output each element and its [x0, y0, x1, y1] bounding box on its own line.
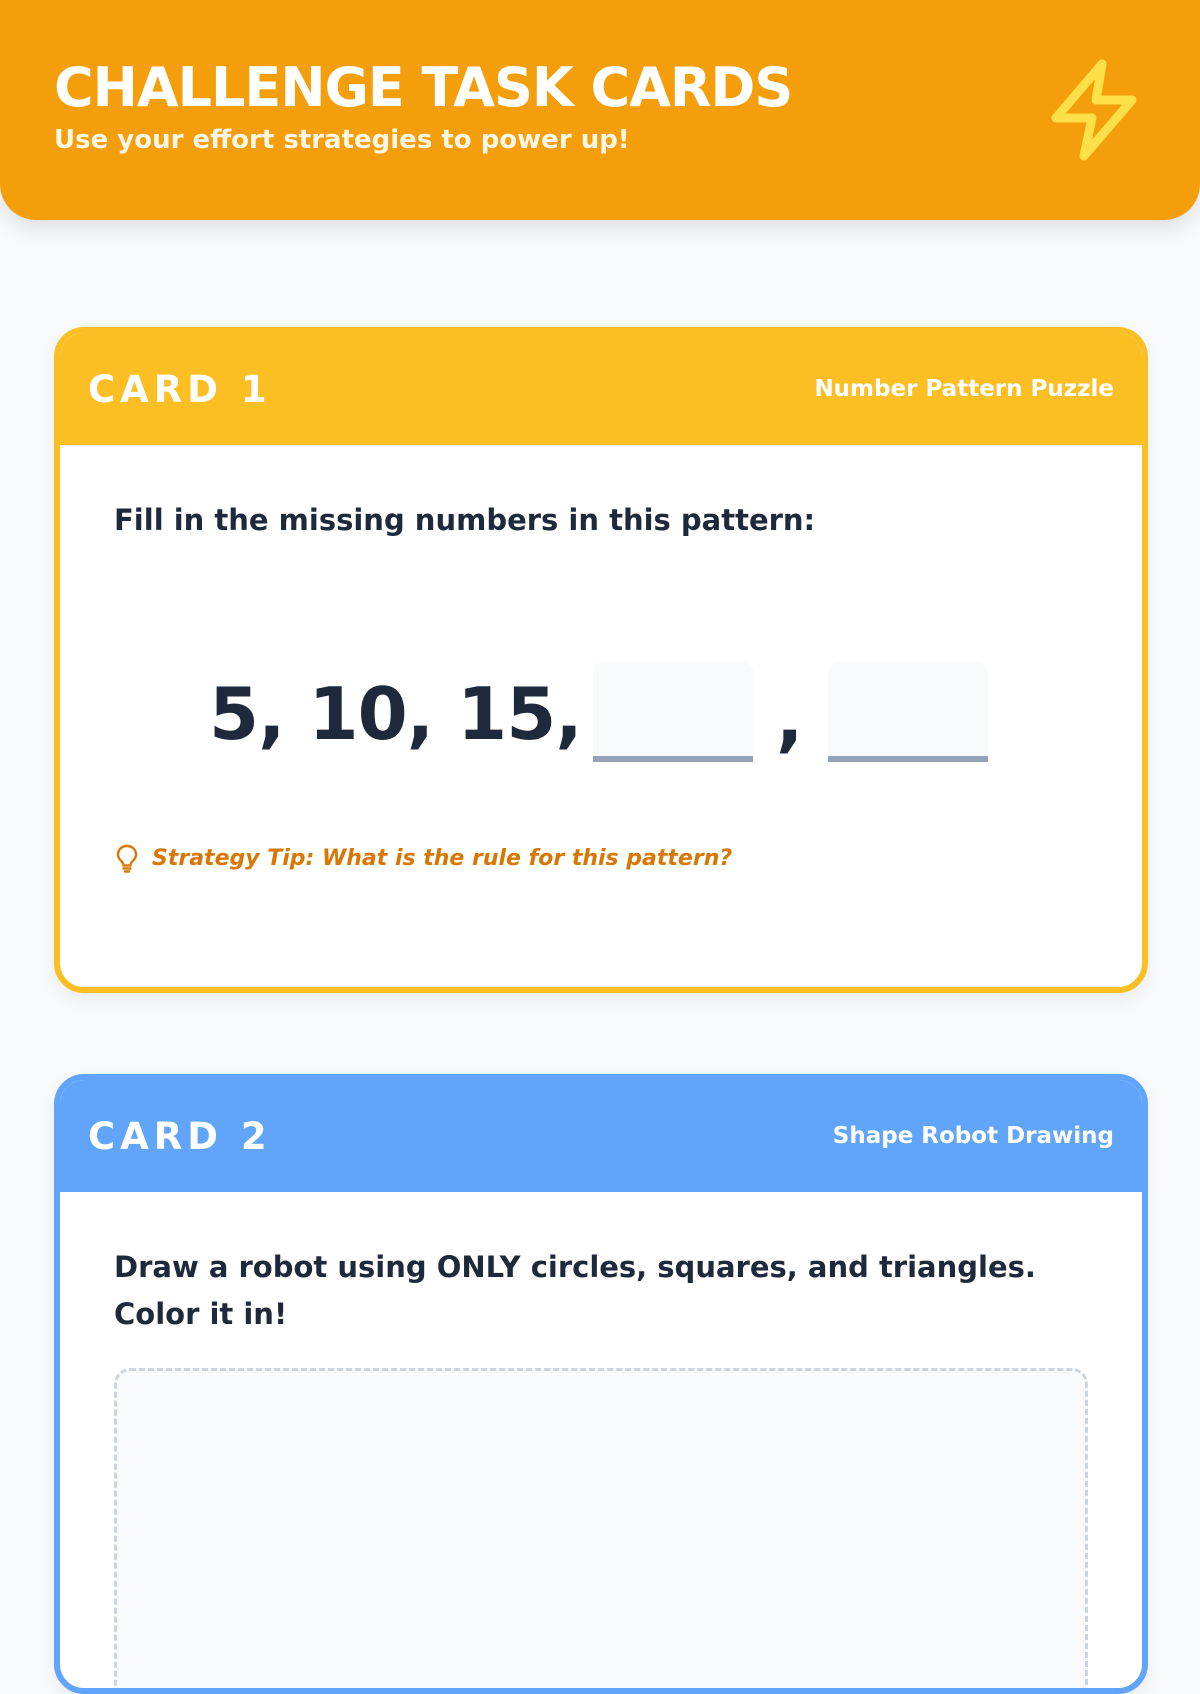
strategy-tip-text: Strategy Tip: What is the rule for this pattern? [152, 845, 733, 871]
card-1-topic: Number Pattern Puzzle [814, 376, 1114, 402]
task-card-2 [54, 1074, 1148, 1694]
card-2-prompt: Draw a robot using ONLY circles, squares, and triangles. Color it in! [114, 1250, 1036, 1331]
card-2-body [60, 1192, 1142, 1694]
number-pattern [114, 662, 1088, 862]
task-card-1 [54, 327, 1148, 993]
lightning-bolt-icon [1044, 58, 1144, 162]
card-2-header [60, 1080, 1142, 1192]
pattern-known-numbers: 5, 10, 15, [209, 672, 582, 756]
missing-number-blank-2[interactable] [828, 662, 988, 762]
card-2-label: CARD 2 [88, 1114, 272, 1158]
pattern-separator: , [776, 676, 804, 760]
card-1-header [60, 333, 1142, 445]
card-1-body [60, 445, 1142, 873]
missing-number-blank-1[interactable] [593, 662, 753, 762]
drawing-area[interactable] [114, 1368, 1088, 1694]
card-1-prompt: Fill in the missing numbers in this pattern: [114, 503, 816, 537]
card-1-label: CARD 1 [88, 367, 272, 411]
page-header [0, 0, 1200, 220]
page-subtitle: Use your effort strategies to power up! [54, 125, 630, 155]
card-2-topic: Shape Robot Drawing [832, 1123, 1114, 1149]
page-title: CHALLENGE TASK CARDS [54, 56, 793, 119]
